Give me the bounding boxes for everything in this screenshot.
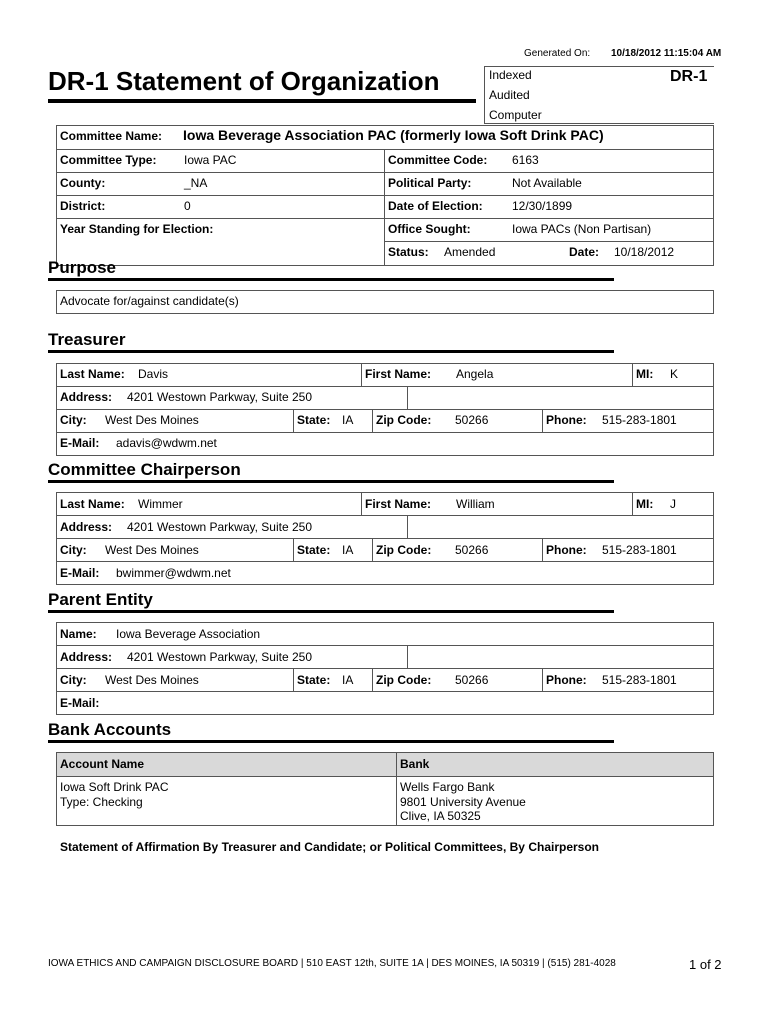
generated-on-label: Generated On: xyxy=(524,48,591,59)
treasurer-phone: 515-283-1801 xyxy=(602,413,677,427)
chair-state: IA xyxy=(342,543,354,557)
footer-text: IOWA ETHICS AND CAMPAIGN DISCLOSURE BOARD | 510 EAST 12th, SUITE 1A | DES MOINES, IA 50319 | (515) 281-4028 xyxy=(48,958,616,969)
status-value: Amended xyxy=(444,245,496,259)
indexed-label: Indexed xyxy=(489,68,532,82)
account-type: Type: Checking xyxy=(60,795,143,809)
form-code: DR-1 xyxy=(670,68,708,85)
chair-email-label: E-Mail: xyxy=(60,566,100,580)
chair-zip: 50266 xyxy=(455,543,489,557)
treasurer-last-name-label: Last Name: xyxy=(60,367,125,381)
chair-address-label: Address: xyxy=(60,520,113,534)
status-date-label: Date: xyxy=(569,245,600,259)
treasurer-mi: K xyxy=(670,367,679,381)
chairperson-heading: Committee Chairperson xyxy=(48,460,241,479)
parent-state: IA xyxy=(342,673,354,687)
parent-name: Iowa Beverage Association xyxy=(116,627,261,641)
committee-code-value: 6163 xyxy=(512,153,539,167)
chair-last-name-label: Last Name: xyxy=(60,497,125,511)
committee-name-label: Committee Name: xyxy=(60,129,163,143)
purpose-heading: Purpose xyxy=(48,258,117,277)
purpose-text: Advocate for/against candidate(s) xyxy=(60,294,239,308)
bank-accounts-heading: Bank Accounts xyxy=(48,720,172,739)
treasurer-zip-label: Zip Code: xyxy=(376,413,432,427)
treasurer-zip: 50266 xyxy=(455,413,489,427)
treasurer-city-label: City: xyxy=(60,413,87,427)
computer-label: Computer xyxy=(489,108,542,122)
treasurer-address-label: Address: xyxy=(60,390,113,404)
chair-state-label: State: xyxy=(297,543,331,557)
date-of-election-value: 12/30/1899 xyxy=(512,199,573,213)
parent-address: 4201 Westown Parkway, Suite 250 xyxy=(127,650,312,664)
year-standing-label: Year Standing for Election: xyxy=(60,222,214,236)
committee-type-label: Committee Type: xyxy=(60,153,157,167)
chair-mi-label: MI: xyxy=(636,497,654,511)
chair-address: 4201 Westown Parkway, Suite 250 xyxy=(127,520,312,534)
account-name-column-header: Account Name xyxy=(60,757,145,771)
affirmation-statement: Statement of Affirmation By Treasurer and Candidate; or Political Committees, By Chairperson xyxy=(60,840,599,854)
treasurer-last-name: Davis xyxy=(138,367,169,381)
chair-last-name: Wimmer xyxy=(138,497,183,511)
bank-street: 9801 University Avenue xyxy=(400,795,526,809)
bank-column-header: Bank xyxy=(400,757,430,771)
parent-zip-label: Zip Code: xyxy=(376,673,432,687)
chair-city: West Des Moines xyxy=(105,543,199,557)
treasurer-first-name: Angela xyxy=(456,367,494,381)
parent-entity-heading: Parent Entity xyxy=(48,590,153,609)
county-label: County: xyxy=(60,176,106,190)
chair-city-label: City: xyxy=(60,543,87,557)
generated-on-value: 10/18/2012 11:15:04 AM xyxy=(611,48,722,59)
bank-name: Wells Fargo Bank xyxy=(400,780,495,794)
account-name: Iowa Soft Drink PAC xyxy=(60,780,169,794)
county-value: _NA xyxy=(184,176,208,190)
parent-name-label: Name: xyxy=(60,627,97,641)
parent-email-label: E-Mail: xyxy=(60,696,100,710)
committee-code-label: Committee Code: xyxy=(388,153,488,167)
treasurer-phone-label: Phone: xyxy=(546,413,587,427)
treasurer-address: 4201 Westown Parkway, Suite 250 xyxy=(127,390,312,404)
political-party-value: Not Available xyxy=(512,176,582,190)
bank-city-state-zip: Clive, IA 50325 xyxy=(400,809,481,823)
page-title: DR-1 Statement of Organization xyxy=(48,66,440,96)
treasurer-heading: Treasurer xyxy=(48,330,126,349)
office-sought-label: Office Sought: xyxy=(388,222,471,236)
committee-name-value: Iowa Beverage Association PAC (formerly Iowa Soft Drink PAC) xyxy=(183,127,604,143)
chair-phone: 515-283-1801 xyxy=(602,543,677,557)
treasurer-first-name-label: First Name: xyxy=(365,367,432,381)
chair-zip-label: Zip Code: xyxy=(376,543,432,557)
chair-email: bwimmer@wdwm.net xyxy=(116,566,231,580)
chair-first-name: William xyxy=(456,497,495,511)
parent-phone: 515-283-1801 xyxy=(602,673,677,687)
parent-phone-label: Phone: xyxy=(546,673,587,687)
parent-city: West Des Moines xyxy=(105,673,199,687)
title-underline xyxy=(48,99,476,103)
treasurer-email-label: E-Mail: xyxy=(60,436,100,450)
date-of-election-label: Date of Election: xyxy=(388,199,483,213)
office-sought-value: Iowa PACs (Non Partisan) xyxy=(512,222,652,236)
treasurer-state: IA xyxy=(342,413,354,427)
parent-city-label: City: xyxy=(60,673,87,687)
district-value: 0 xyxy=(184,199,191,213)
status-date-value: 10/18/2012 xyxy=(614,245,675,259)
committee-type-value: Iowa PAC xyxy=(184,153,237,167)
treasurer-email: adavis@wdwm.net xyxy=(116,436,217,450)
page-number: 1 of 2 xyxy=(689,957,722,972)
parent-address-label: Address: xyxy=(60,650,113,664)
treasurer-state-label: State: xyxy=(297,413,331,427)
status-label: Status: xyxy=(388,245,429,259)
district-label: District: xyxy=(60,199,106,213)
chair-phone-label: Phone: xyxy=(546,543,587,557)
treasurer-mi-label: MI: xyxy=(636,367,654,381)
parent-zip: 50266 xyxy=(455,673,489,687)
parent-state-label: State: xyxy=(297,673,331,687)
audited-label: Audited xyxy=(489,88,530,102)
chair-first-name-label: First Name: xyxy=(365,497,432,511)
chair-mi: J xyxy=(670,497,676,511)
political-party-label: Political Party: xyxy=(388,176,472,190)
treasurer-city: West Des Moines xyxy=(105,413,199,427)
